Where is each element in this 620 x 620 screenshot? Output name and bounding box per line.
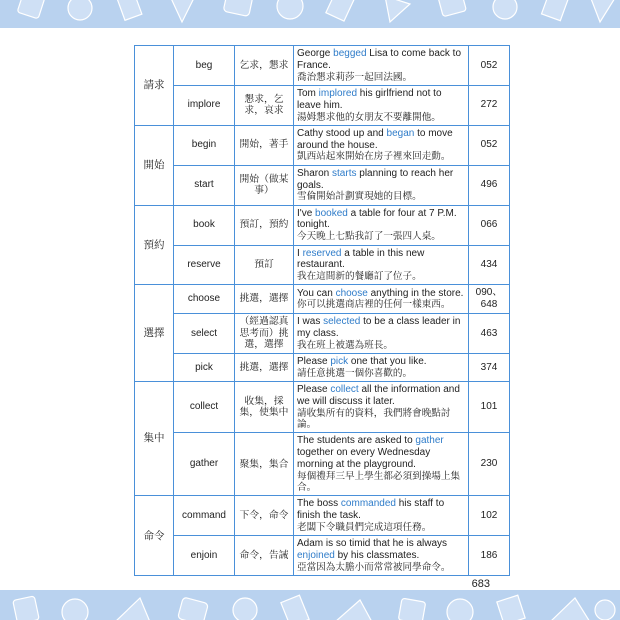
- example-text-before: Sharon: [297, 167, 333, 179]
- highlighted-word: reserved: [302, 247, 342, 259]
- highlighted-word: pick: [330, 355, 349, 367]
- page-reference-cell: 434: [469, 245, 510, 285]
- example-english: [297, 248, 465, 272]
- word-cell: select: [174, 314, 235, 354]
- highlighted-word: booked: [315, 207, 348, 219]
- example-text-before: Adam is so timid that he is always: [297, 538, 448, 550]
- meaning-cell: 預訂，預約: [235, 205, 294, 245]
- meaning-cell: （經過認真思考而）挑選，選擇: [235, 314, 294, 354]
- example-cell: [294, 285, 469, 314]
- word-cell: beg: [174, 46, 235, 86]
- bottom-decorative-band: [0, 590, 620, 620]
- vocabulary-table-body: [135, 46, 510, 576]
- highlighted-word: selected: [323, 316, 361, 328]
- page-reference-cell: 374: [469, 353, 510, 381]
- meaning-cell: 開始，著手: [235, 125, 294, 165]
- vocabulary-table: [134, 45, 510, 576]
- table-row: [135, 382, 510, 433]
- example-chinese: 請任意挑選一個你喜歡的。: [297, 367, 413, 379]
- example-chinese: 我在這間新的餐廳訂了位子。: [297, 271, 422, 283]
- word-cell: collect: [174, 382, 235, 433]
- table-row: [135, 125, 510, 165]
- example-text-after: his staff to finish the task.: [297, 498, 445, 522]
- example-cell: [294, 125, 469, 165]
- group-label: 集中: [135, 382, 174, 496]
- table-row: [135, 46, 510, 86]
- table-row: [135, 314, 510, 354]
- word-cell: reserve: [174, 245, 235, 285]
- example-text-before: I was: [297, 316, 324, 328]
- example-text-before: I've: [297, 207, 316, 219]
- example-text-after: all the information and we will discuss it later.: [297, 384, 460, 407]
- example-text-before: Tom: [297, 87, 319, 99]
- meaning-cell: 挑選，選擇: [235, 285, 294, 314]
- example-text-before: George: [297, 48, 334, 59]
- example-cell: [294, 382, 469, 433]
- example-english: [297, 128, 465, 152]
- table-row: [135, 496, 510, 536]
- meaning-cell: 命令，告誡: [235, 536, 294, 576]
- table-row: [135, 285, 510, 314]
- page-reference-cell: 463: [469, 314, 510, 354]
- example-text-before: Please: [297, 355, 331, 367]
- example-text-before: Cathy stood up and: [297, 127, 387, 139]
- word-cell: begin: [174, 125, 235, 165]
- meaning-cell: 開始（做某事）: [235, 165, 294, 205]
- table-row: [135, 536, 510, 576]
- example-text-after: planning to reach her goals.: [297, 167, 454, 191]
- group-label: 請求: [135, 46, 174, 126]
- highlighted-word: enjoined: [297, 549, 335, 561]
- example-english: [297, 356, 465, 368]
- page-reference-cell: 186: [469, 536, 510, 576]
- example-english: [297, 288, 465, 300]
- page-reference-cell: 496: [469, 165, 510, 205]
- page-reference-cell: 052: [469, 125, 510, 165]
- table-row: [135, 245, 510, 285]
- table-row: [135, 353, 510, 381]
- meaning-cell: 懇求，乞求，哀求: [235, 85, 294, 125]
- word-cell: pick: [174, 353, 235, 381]
- meaning-cell: 聚集，集合: [235, 433, 294, 496]
- example-chinese: 湯姆懇求他的女朋友不要離開他。: [297, 111, 441, 123]
- example-cell: [294, 314, 469, 354]
- example-text-after: to move around the house.: [297, 127, 453, 151]
- page-reference-cell: 066: [469, 205, 510, 245]
- highlighted-word: collect: [330, 384, 359, 396]
- group-label: 預約: [135, 205, 174, 285]
- table-row: [135, 205, 510, 245]
- example-text-after: a table in this new restaurant.: [297, 247, 425, 271]
- example-text-after: a table for four at 7 P.M. tonight.: [297, 207, 457, 231]
- example-chinese: 喬治懇求莉莎一起回法國。: [297, 71, 413, 83]
- example-cell: [294, 165, 469, 205]
- bottom-letter-pattern: [0, 590, 620, 620]
- example-cell: [294, 85, 469, 125]
- highlighted-word: began: [386, 127, 415, 139]
- word-cell: choose: [174, 285, 235, 314]
- example-english: [297, 168, 465, 192]
- example-chinese: 每個禮拜三早上學生都必須到操場上集合。: [297, 470, 461, 493]
- example-english: [297, 498, 465, 522]
- example-english: [297, 48, 465, 72]
- example-text-after: to be a class leader in my class.: [297, 316, 461, 339]
- meaning-cell: 乞求，懇求: [235, 46, 294, 86]
- page-reference-cell: 101: [469, 382, 510, 433]
- meaning-cell: 下令，命令: [235, 496, 294, 536]
- meaning-cell: 收集，採集，使集中: [235, 382, 294, 433]
- table-row: [135, 85, 510, 125]
- word-cell: enjoin: [174, 536, 235, 576]
- example-chinese: 你可以挑選商店裡的任何一樣東西。: [297, 299, 451, 311]
- top-letter-pattern: [0, 0, 620, 28]
- example-english: [297, 538, 465, 562]
- page-reference-cell: 102: [469, 496, 510, 536]
- example-text-after: together on every Wednesday morning at the playground.: [297, 447, 431, 470]
- example-cell: [294, 46, 469, 86]
- example-text-after: by his classmates.: [334, 549, 420, 561]
- example-text-before: I: [297, 247, 303, 259]
- example-text-before: You can: [297, 287, 336, 299]
- highlighted-word: gather: [415, 435, 444, 447]
- example-cell: [294, 353, 469, 381]
- example-text-after: his girlfriend not to leave him.: [297, 87, 442, 111]
- top-decorative-band: [0, 0, 620, 28]
- page-reference-cell: 272: [469, 85, 510, 125]
- example-cell: [294, 496, 469, 536]
- example-text-before: Please: [297, 384, 331, 396]
- word-cell: implore: [174, 85, 235, 125]
- example-cell: [294, 245, 469, 285]
- example-chinese: 今天晚上七點我訂了一張四人桌。: [297, 231, 441, 243]
- example-chinese: 凱西站起來開始在房子裡來回走動。: [297, 151, 451, 163]
- example-english: [297, 88, 465, 112]
- table-row: [135, 433, 510, 496]
- meaning-cell: 挑選，選擇: [235, 353, 294, 381]
- page-reference-cell: 090、648: [469, 285, 510, 314]
- group-label: 命令: [135, 496, 174, 576]
- example-text-after: one that you like.: [348, 355, 427, 367]
- group-label: 選擇: [135, 285, 174, 382]
- example-chinese: 老闆下令職員們完成這項任務。: [297, 521, 432, 533]
- example-cell: [294, 433, 469, 496]
- example-cell: [294, 205, 469, 245]
- example-english: [297, 384, 465, 408]
- example-chinese: 雪倫開始計劃實現她的目標。: [297, 191, 422, 203]
- example-text-after: anything in the store.: [367, 287, 464, 299]
- example-chinese: 亞當因為太膽小而常常被同學命令。: [297, 561, 451, 573]
- highlighted-word: choose: [335, 287, 368, 299]
- highlighted-word: begged: [333, 48, 367, 59]
- page-number: 683: [471, 578, 490, 590]
- vocabulary-page: [134, 45, 503, 576]
- page-reference-cell: 230: [469, 433, 510, 496]
- example-text-before: The boss: [297, 498, 341, 510]
- table-row: [135, 165, 510, 205]
- example-english: [297, 208, 465, 232]
- group-label: 開始: [135, 125, 174, 205]
- example-cell: [294, 536, 469, 576]
- word-cell: start: [174, 165, 235, 205]
- word-cell: gather: [174, 433, 235, 496]
- word-cell: book: [174, 205, 235, 245]
- meaning-cell: 預訂: [235, 245, 294, 285]
- example-chinese: 我在班上被選為班長。: [297, 339, 393, 351]
- example-english: [297, 435, 465, 470]
- example-chinese: 請收集所有的資料，我們將會晚點討論。: [297, 407, 451, 430]
- word-cell: command: [174, 496, 235, 536]
- highlighted-word: starts: [332, 167, 357, 179]
- example-text-after: Lisa to come back to France.: [297, 48, 462, 71]
- highlighted-word: commanded: [340, 498, 396, 510]
- highlighted-word: implored: [318, 87, 358, 99]
- example-text-before: The students are asked to: [297, 435, 416, 447]
- example-english: [297, 316, 465, 340]
- page-reference-cell: 052: [469, 46, 510, 86]
